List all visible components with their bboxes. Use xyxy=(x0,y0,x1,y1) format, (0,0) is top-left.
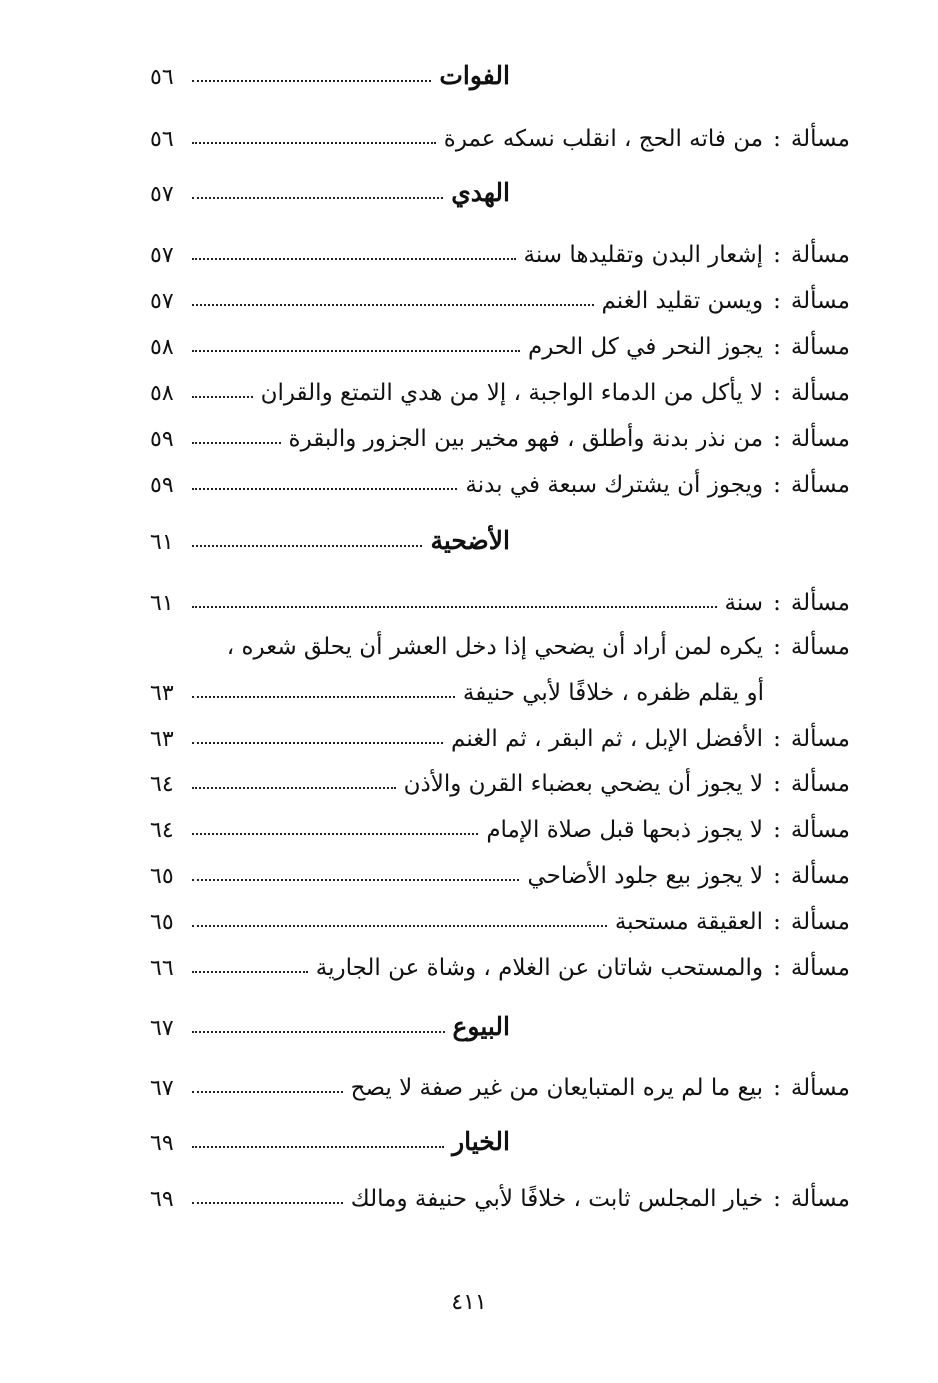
entry-separator: : xyxy=(773,1186,781,1212)
heading-title: الفوات xyxy=(439,61,510,90)
entry-text: لا يجوز ذبحها قبل صلاة الإمام xyxy=(486,817,764,843)
page-ref: ٦٤ xyxy=(150,818,174,843)
dot-leader xyxy=(192,1031,445,1033)
entry-prefix: مسألة xyxy=(790,426,850,452)
entry-text: ويجوز أن يشترك سبعة في بدنة xyxy=(465,472,764,498)
entry-text: والمستحب شاتان عن الغلام ، وشاة عن الجارية xyxy=(315,955,764,981)
page-ref: ٥٧ xyxy=(150,243,174,268)
heading-title: البيوع xyxy=(452,1012,510,1041)
entry-text: ويسن تقليد الغنم xyxy=(601,288,764,314)
heading-title: الأضحية xyxy=(430,526,510,555)
page-ref: ٦٩ xyxy=(150,1187,174,1212)
dot-leader xyxy=(192,1146,444,1148)
page-ref: ٦٤ xyxy=(150,772,174,797)
toc-entry xyxy=(150,895,850,935)
entry-prefix: مسألة xyxy=(790,1075,850,1101)
toc-entry xyxy=(150,458,850,498)
heading-title: الهدي xyxy=(451,178,510,207)
entry-prefix: مسألة xyxy=(790,472,850,498)
entry-text: لا يجوز أن يضحي بعضباء القرن والأذن xyxy=(403,771,764,797)
dot-leader xyxy=(192,258,516,260)
entry-separator: : xyxy=(773,863,781,889)
page-ref: ٥٩ xyxy=(150,473,174,498)
toc-entry-continuation xyxy=(150,666,850,706)
entry-prefix: مسألة xyxy=(790,242,850,268)
entry-separator: : xyxy=(773,242,781,268)
entry-prefix: مسألة xyxy=(790,126,850,152)
dot-leader xyxy=(192,606,717,608)
toc-heading xyxy=(150,50,850,90)
toc-entry xyxy=(150,941,850,981)
toc-heading xyxy=(150,515,850,555)
page-ref: ٥٩ xyxy=(150,427,174,452)
toc-page xyxy=(150,0,850,1383)
entry-text: الأفضل الإبل ، ثم البقر ، ثم الغنم xyxy=(451,726,764,752)
entry-separator: : xyxy=(773,334,781,360)
toc-entry xyxy=(150,1061,850,1101)
entry-text: العقيقة مستحبة xyxy=(614,909,764,935)
page-ref: ٥٦ xyxy=(150,127,174,152)
entry-separator: : xyxy=(773,726,781,752)
entry-prefix: مسألة xyxy=(790,288,850,314)
dot-leader xyxy=(192,833,478,835)
toc-entry xyxy=(150,849,850,889)
toc-entry xyxy=(150,757,850,797)
entry-separator: : xyxy=(773,909,781,935)
dot-leader xyxy=(192,1091,343,1093)
entry-separator: : xyxy=(773,771,781,797)
page-ref: ٥٨ xyxy=(150,335,174,360)
entry-separator: : xyxy=(773,288,781,314)
entry-text: يكره لمن أراد أن يضحي إذا دخل العشر أن يحلق شعره ، xyxy=(226,634,764,660)
toc-entry xyxy=(150,576,850,616)
page-ref: ٦٥ xyxy=(150,910,174,935)
toc-entry xyxy=(150,412,850,452)
entry-continuation-text: أو يقلم ظفره ، خلافًا لأبي حنيفة xyxy=(462,680,764,706)
dot-leader xyxy=(192,442,281,444)
page-ref: ٦٧ xyxy=(150,1016,174,1041)
page-ref: ٥٨ xyxy=(150,381,174,406)
dot-leader xyxy=(192,396,253,398)
dot-leader xyxy=(192,304,594,306)
entry-text: يجوز النحر في كل الحرم xyxy=(527,334,764,360)
dot-leader xyxy=(192,142,436,144)
entry-separator: : xyxy=(773,426,781,452)
entry-text: سنة xyxy=(724,590,764,616)
page-ref: ٦١ xyxy=(150,530,174,555)
toc-entry-wrapped xyxy=(150,620,850,660)
entry-text: إشعار البدن وتقليدها سنة xyxy=(523,242,764,268)
entry-text: لا يجوز بيع جلود الأضاحي xyxy=(527,863,764,889)
page-ref: ٥٧ xyxy=(150,289,174,314)
dot-leader xyxy=(192,197,443,199)
entry-prefix: مسألة xyxy=(790,863,850,889)
toc-entry xyxy=(150,320,850,360)
page-ref: ٦٩ xyxy=(150,1131,174,1156)
entry-text: من فاته الحج ، انقلب نسكه عمرة xyxy=(443,126,764,152)
entry-prefix: مسألة xyxy=(790,909,850,935)
toc-heading xyxy=(150,1001,850,1041)
entry-prefix: مسألة xyxy=(790,817,850,843)
entry-prefix: مسألة xyxy=(790,726,850,752)
page-ref: ٥٦ xyxy=(150,65,174,90)
dot-leader xyxy=(192,350,520,352)
entry-prefix: مسألة xyxy=(790,380,850,406)
dot-leader xyxy=(192,971,308,973)
toc-heading xyxy=(150,167,850,207)
toc-entry xyxy=(150,228,850,268)
dot-leader xyxy=(192,696,455,698)
toc-entry xyxy=(150,366,850,406)
toc-entry xyxy=(150,1172,850,1212)
dot-leader xyxy=(192,787,396,789)
dot-leader xyxy=(192,742,443,744)
entry-prefix: مسألة xyxy=(790,334,850,360)
toc-heading xyxy=(150,1116,850,1156)
toc-entry xyxy=(150,712,850,752)
page-ref: ٦٧ xyxy=(150,1076,174,1101)
page-number: ٤١١ xyxy=(451,1290,487,1315)
entry-text: خيار المجلس ثابت ، خلافًا لأبي حنيفة ومالك xyxy=(350,1186,764,1212)
dot-leader xyxy=(192,545,422,547)
heading-title: الخيار xyxy=(452,1127,510,1156)
page-ref: ٦٣ xyxy=(150,681,174,706)
toc-entry xyxy=(150,112,850,152)
page-ref: ٦٦ xyxy=(150,956,174,981)
toc-entry xyxy=(150,274,850,314)
entry-text: من نذر بدنة وأطلق ، فهو مخير بين الجزور والبقرة xyxy=(288,426,764,452)
entry-separator: : xyxy=(773,634,781,660)
page-ref: ٦١ xyxy=(150,591,174,616)
page-ref: ٦٣ xyxy=(150,727,174,752)
entry-text: بيع ما لم يره المتبايعان من غير صفة لا يصح xyxy=(350,1075,764,1101)
entry-prefix: مسألة xyxy=(790,634,850,660)
entry-text: لا يأكل من الدماء الواجبة ، إلا من هدي التمتع والقران xyxy=(260,380,764,406)
entry-separator: : xyxy=(773,817,781,843)
page-ref: ٦٥ xyxy=(150,864,174,889)
dot-leader xyxy=(192,879,519,881)
dot-leader xyxy=(192,488,457,490)
entry-separator: : xyxy=(773,1075,781,1101)
entry-separator: : xyxy=(773,955,781,981)
entry-prefix: مسألة xyxy=(790,771,850,797)
toc-entry xyxy=(150,803,850,843)
dot-leader xyxy=(192,925,607,927)
entry-separator: : xyxy=(773,590,781,616)
entry-separator: : xyxy=(773,380,781,406)
entry-prefix: مسألة xyxy=(790,590,850,616)
entry-prefix: مسألة xyxy=(790,1186,850,1212)
entry-prefix: مسألة xyxy=(790,955,850,981)
entry-separator: : xyxy=(773,472,781,498)
dot-leader xyxy=(192,1202,343,1204)
page-ref: ٥٧ xyxy=(150,182,174,207)
entry-separator: : xyxy=(773,126,781,152)
dot-leader xyxy=(192,80,431,82)
